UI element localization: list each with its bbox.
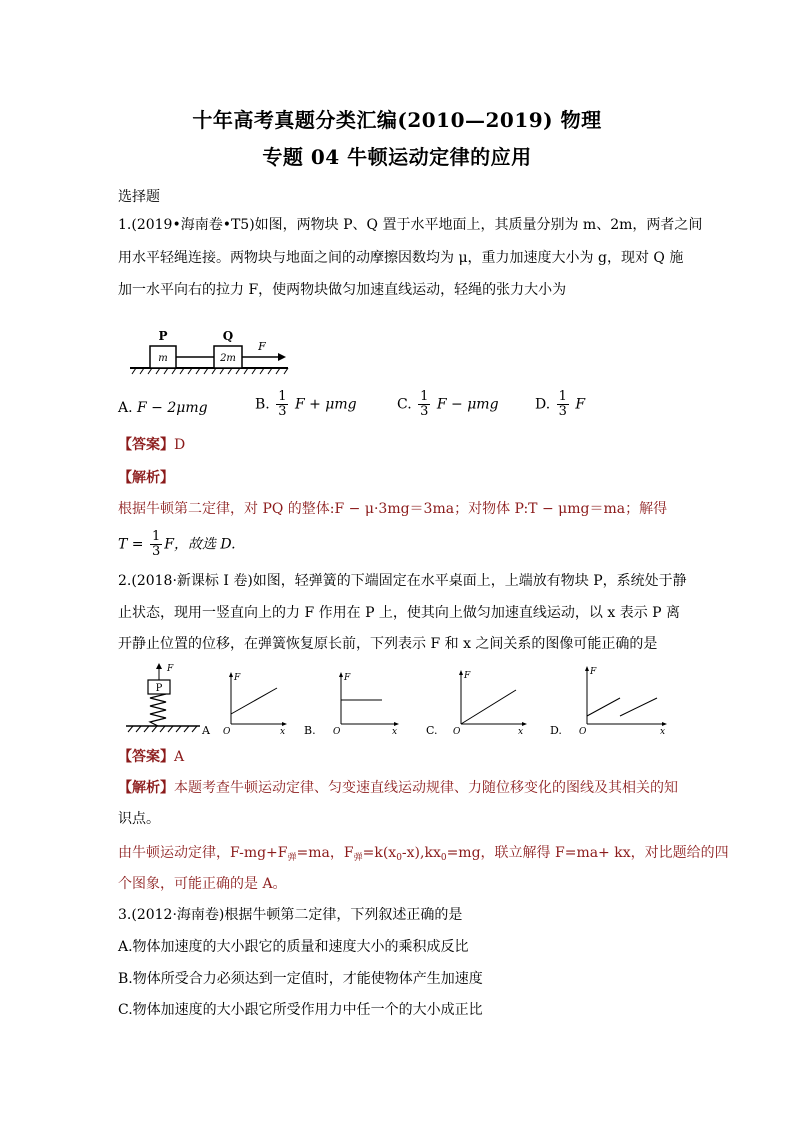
spring-setup	[126, 663, 211, 737]
option-a-expr: F − 2μmg	[137, 400, 208, 416]
option-c-label: C.	[426, 724, 438, 737]
block-p-label: P	[158, 329, 168, 343]
block-q-mass: 2m	[220, 353, 236, 364]
q1-line-2: 用水平轻绳连接。两物块与地面之间的动摩擦因数均为 μ，重力加速度大小为 g，现对 Q 施	[118, 250, 684, 266]
svg-text:x: x	[660, 727, 666, 737]
svg-text:O: O	[223, 727, 231, 737]
block-label: P	[155, 683, 163, 694]
svg-text:O: O	[579, 727, 587, 737]
q3-option-a: A.物体加速度的大小跟它的质量和速度大小的乘积成反比	[118, 939, 469, 955]
ground-hatch	[130, 368, 288, 374]
q1-option-d: D. $\frac{1}{3}$ F	[535, 389, 586, 419]
svg-text:O: O	[453, 727, 461, 737]
q1-analysis-label: 【解析】	[118, 470, 174, 486]
svg-text:F: F	[234, 673, 241, 683]
force-label: F	[258, 340, 266, 353]
graph-d	[579, 666, 667, 737]
svg-text:F: F	[464, 671, 471, 681]
svg-text:F: F	[590, 667, 597, 677]
graph-d-line-2	[620, 698, 657, 716]
svg-text:F: F	[344, 673, 351, 683]
q2-analysis-line-1: 【解析】本题考查牛顿运动定律、匀变速直线运动规律、力随位移变化的图线及其相关的知	[118, 780, 678, 796]
q2-analysis-line-4: 个图象，可能正确的是 A。	[118, 876, 287, 892]
fraction: $\frac{1}{3}$	[151, 529, 161, 559]
q2-figure	[120, 662, 680, 742]
graph-c-line	[461, 690, 516, 724]
block-q-label: Q	[222, 329, 234, 343]
q3-line-1: 3.(2012·海南卷)根据牛顿第二定律，下列叙述正确的是	[118, 907, 463, 923]
option-a-label: A	[202, 724, 210, 737]
block-p-mass: m	[158, 353, 168, 364]
q1-line-1: 1.(2019•海南卷•T5)如图，两物块 P、Q 置于水平地面上，其质量分别为 m、2m，两者之间	[118, 217, 703, 233]
section-heading: 选择题	[118, 189, 160, 205]
q1-option-b: B. $\frac{1}{3}$ F + μmg	[255, 389, 357, 419]
svg-text:x: x	[518, 727, 524, 737]
q3-option-c: C.物体加速度的大小跟它所受作用力中任一个的大小成正比	[118, 1002, 483, 1018]
graph-c	[453, 670, 527, 737]
q2-answer: 【答案】A	[118, 749, 185, 765]
q1-line-3: 加一水平向右的拉力 F，使两物块做匀加速直线运动，轻绳的张力大小为	[118, 282, 567, 298]
q2-line-3: 开静止位置的位移，在弹簧恢复原长前，下列表示 F 和 x 之间关系的图像可能正确的是	[118, 636, 658, 652]
q1-analysis-line-1: 根据牛顿第二定律，对 PQ 的整体:F − μ·3mg＝3ma；对物体 P:T − μmg＝ma；解得	[118, 501, 668, 517]
q1-option-a: A. F − 2μmg	[118, 400, 208, 416]
svg-text:x: x	[392, 727, 398, 737]
graph-a-line	[231, 688, 277, 714]
q2-line-2: 止状态，现用一竖直向上的力 F 作用在 P 上，使其向上做匀加速直线运动，以 x 表示 P 离	[118, 605, 681, 621]
fraction: $\frac{1}{3}$	[420, 389, 429, 419]
q1-option-c: C. $\frac{1}{3}$ F − μmg	[397, 389, 499, 419]
graph-b	[333, 672, 399, 737]
q3-option-b: B.物体所受合力必须达到一定值时，才能使物体产生加速度	[118, 971, 483, 987]
q1-answer: 【答案】D	[118, 437, 186, 453]
force-label: F	[167, 664, 174, 674]
svg-text:O: O	[333, 727, 341, 737]
fraction: $\frac{1}{3}$	[278, 389, 287, 419]
document-title: 十年高考真题分类汇编(2010—2019) 物理	[192, 108, 602, 132]
q2-analysis-line-3: 由牛顿运动定律，$F-mg+F_弹=ma$，$F_弹=k(x_0-x),kx_0=mg$，联立解得 F=ma+ kx，对比题给的四	[118, 845, 729, 863]
q2-analysis-line-2: 识点。	[118, 811, 160, 827]
q1-figure	[128, 318, 298, 380]
fraction: $\frac{1}{3}$	[558, 389, 567, 419]
option-b-label: B.	[304, 724, 316, 737]
graph-d-line-1	[587, 698, 620, 716]
document-subtitle: 专题 04 牛顿运动定律的应用	[262, 145, 532, 169]
q1-analysis-line-2: T = $\frac{1}{3}$ F，故选 D.	[118, 529, 236, 559]
graph-a	[223, 672, 287, 737]
svg-text:x: x	[280, 727, 286, 737]
option-d-label: D.	[550, 724, 562, 737]
q2-line-1: 2.(2018·新课标 I 卷)如图，轻弹簧的下端固定在水平桌面上，上端放有物块 P，系统处于静	[118, 573, 687, 589]
force-arrowhead	[278, 353, 286, 361]
